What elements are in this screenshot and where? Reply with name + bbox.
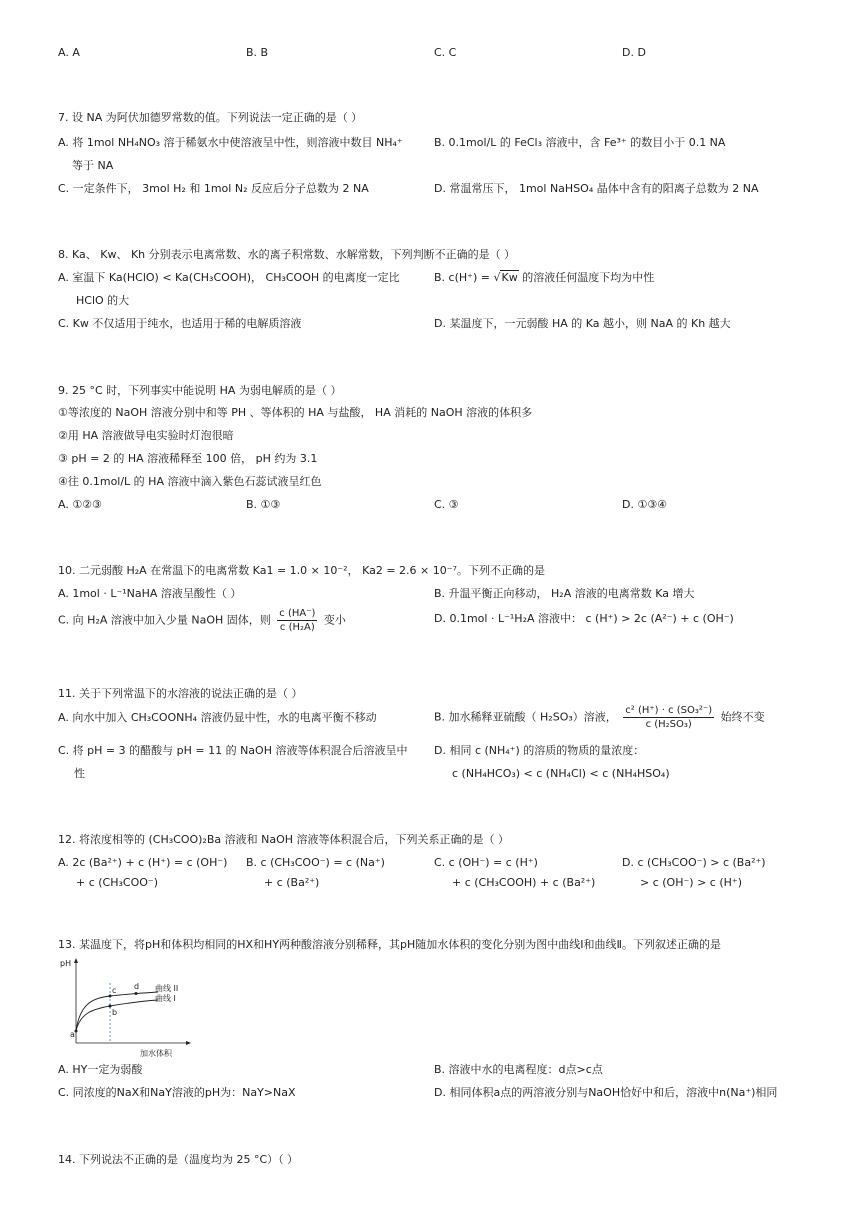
fraction: $\frac{c (HA^-)}{\text{c (H₂A)}}$ xyxy=(279,608,316,633)
q9-option-c: C. ③ xyxy=(434,498,459,511)
q7-option-c: C. 一定条件下， 3mol H₂ 和 1mol N₂ 反应后分子总数为 2 NA xyxy=(58,182,369,195)
point-c-label: c xyxy=(112,986,117,995)
point-d xyxy=(135,992,138,995)
curve-I-label: 曲线 I xyxy=(155,994,176,1003)
q9-option-a: A. ①②③ xyxy=(58,498,102,511)
q10-option-b: B. 升温平衡正向移动， H₂A 溶液的电离常数 Ka 增大 xyxy=(434,587,695,600)
q12-option-c-cont: + c (CH₃COOH) + c (Ba²⁺) xyxy=(452,876,596,889)
q8-option-a: A. 室温下 Ka(HClO) < Ka(CH₃COOH)， CH₃COOH 的电离度一定比 xyxy=(58,271,400,284)
q11-option-c-cont: 性 xyxy=(74,767,85,780)
q7-option-b: B. 0.1mol/L 的 FeCl₃ 溶液中，含 Fe³⁺ 的数目小于 0.1 NA xyxy=(434,136,726,149)
point-a xyxy=(75,1030,78,1033)
option-d: D. D xyxy=(622,46,646,59)
q7-stem: 7. 设 NA 为阿伏加德罗常数的值。下列说法一定正确的是（ ） xyxy=(58,111,363,124)
point-b-label: b xyxy=(112,1008,118,1017)
point-a-label: a xyxy=(70,1030,75,1039)
q14-stem: 14. 下列说法不正确的是（温度均为 25 °C）（ ） xyxy=(58,1153,299,1166)
q8-option-c: C. Kw 不仅适用于纯水，也适用于稀的电解质溶液 xyxy=(58,317,302,330)
q13-option-c: C. 同浓度的NaX和NaY溶液的pH为：NaY>NaX xyxy=(58,1086,296,1099)
q12-option-b-cont: + c (Ba²⁺) xyxy=(264,876,320,889)
q9-statement-4: ④往 0.1mol/L 的 HA 溶液中滴入紫色石蕊试液呈红色 xyxy=(58,475,322,488)
fraction: $\frac{\text{c² (H⁺) · c (SO₃²⁻)}}{\text{c (H₂SO₃)}}$ xyxy=(625,705,713,730)
q7-option-a-cont: 等于 NA xyxy=(72,159,114,172)
q9-statement-3: ③ pH = 2 的 HA 溶液稀释至 100 倍， pH 约为 3.1 xyxy=(58,452,318,465)
q11-option-c: C. 将 pH = 3 的醋酸与 pH = 11 的 NaOH 溶液等体积混合后溶液呈中 xyxy=(58,744,408,757)
point-d-label: d xyxy=(134,982,140,991)
q9-statement-1: ①等浓度的 NaOH 溶液分别中和等 PH 、等体积的 HA 与盐酸， HA 消耗的 NaOH 溶液的体积多 xyxy=(58,406,533,419)
q8-option-b: B. c(H⁺) = √Kw 的溶液任何温度下均为中性 xyxy=(434,271,655,284)
q8-option-d: D. 某温度下，一元弱酸 HA 的 Ka 越小，则 NaA 的 Kh 越大 xyxy=(434,317,731,330)
q12-option-a: A. 2c (Ba²⁺) + c (H⁺) = c (OH⁻) xyxy=(58,856,228,869)
q12-option-d-cont: > c (OH⁻) > c (H⁺) xyxy=(640,876,742,889)
q12-option-b: B. c (CH₃COO⁻) = c (Na⁺) xyxy=(246,856,385,869)
q7-option-d: D. 常温常压下， 1mol NaHSO₄ 晶体中含有的阳离子总数为 2 NA xyxy=(434,182,759,195)
q13-stem: 13. 某温度下，将pH和体积均相同的HX和HY两种酸溶液分别稀释，其pH随加水体积的变化分别为图中曲线Ⅰ和曲线Ⅱ。下列叙述正确的是 xyxy=(58,938,721,951)
q11-option-d-cont: c (NH₄HCO₃) < c (NH₄Cl) < c (NH₄HSO₄) xyxy=(452,767,670,780)
x-axis-arrow xyxy=(186,1041,191,1045)
q11-option-d: D. 相同 c (NH₄⁺) 的溶质的物质的量浓度： xyxy=(434,744,645,757)
q11-stem: 11. 关于下列常温下的水溶液的说法正确的是（ ） xyxy=(58,687,303,700)
option-a: A. A xyxy=(58,46,80,59)
option-c: C. C xyxy=(434,46,457,59)
q9-option-b: B. ①③ xyxy=(246,498,281,511)
q11-option-b: B. 加水稀释亚硫酸（ H₂SO₃）溶液， $\frac{\text{c² (H⁺) · c (SO₃²⁻)}}{\text{c (H₂SO₃)}}$ 始终不变 xyxy=(434,705,765,730)
option-b: B. B xyxy=(246,46,269,59)
q10-option-c: C. 向 H₂A 溶液中加入少量 NaOH 固体，则 $\frac{c (HA^-)}{\text{c (H₂A)}}$ 变小 xyxy=(58,608,346,633)
q10-option-a: A. 1mol · L⁻¹NaHA 溶液呈酸性（ ） xyxy=(58,587,242,600)
q12-option-c: C. c (OH⁻) = c (H⁺) xyxy=(434,856,538,869)
q12-option-a-cont: + c (CH₃COO⁻) xyxy=(76,876,159,889)
q13-option-a: A. HY一定为弱酸 xyxy=(58,1063,143,1076)
ph-dilution-graph xyxy=(58,953,208,1058)
q9-stem: 9. 25 °C 时，下列事实中能说明 HA 为弱电解质的是（ ） xyxy=(58,384,342,397)
q13-option-d: D. 相同体积a点的两溶液分别与NaOH恰好中和后，溶液中n(Na⁺)相同 xyxy=(434,1086,778,1099)
q8-option-a-cont: HClO 的大 xyxy=(76,294,130,307)
q9-statement-2: ②用 HA 溶液做导电实验时灯泡很暗 xyxy=(58,429,234,442)
q11-option-a: A. 向水中加入 CH₃COONH₄ 溶液仍显中性，水的电离平衡不移动 xyxy=(58,711,377,724)
q12-stem: 12. 将浓度相等的 (CH₃COO)₂Ba 溶液和 NaOH 溶液等体积混合后，下列关系正确的是（ ） xyxy=(58,833,510,846)
curve-II-label: 曲线 II xyxy=(155,984,179,993)
q10-option-d: D. 0.1mol · L⁻¹H₂A 溶液中： c (H⁺) > 2c (A²⁻) + c (OH⁻) xyxy=(434,612,734,625)
sqrt-kw: Kw xyxy=(501,271,518,284)
q7-option-a: A. 将 1mol NH₄NO₃ 溶于稀氨水中使溶液呈中性，则溶液中数目 NH₄⁺ xyxy=(58,136,403,149)
q10-stem: 10. 二元弱酸 H₂A 在常温下的电离常数 Ka1 = 1.0 × 10⁻²， Ka2 = 2.6 × 10⁻⁷。下列不正确的是 xyxy=(58,564,545,577)
q13-option-b: B. 溶液中水的电离程度：d点>c点 xyxy=(434,1063,603,1076)
q9-option-d: D. ①③④ xyxy=(622,498,668,511)
q8-stem: 8. Ka、 Kw、 Kh 分别表示电离常数、水的离子积常数、水解常数，下列判断不正确的是（ ） xyxy=(58,248,516,261)
y-axis-arrow xyxy=(74,958,78,963)
y-axis-label: pH xyxy=(60,959,72,968)
x-axis-label: 加水体积 xyxy=(140,1049,172,1058)
q12-option-d: D. c (CH₃COO⁻) > c (Ba²⁺) xyxy=(622,856,766,869)
